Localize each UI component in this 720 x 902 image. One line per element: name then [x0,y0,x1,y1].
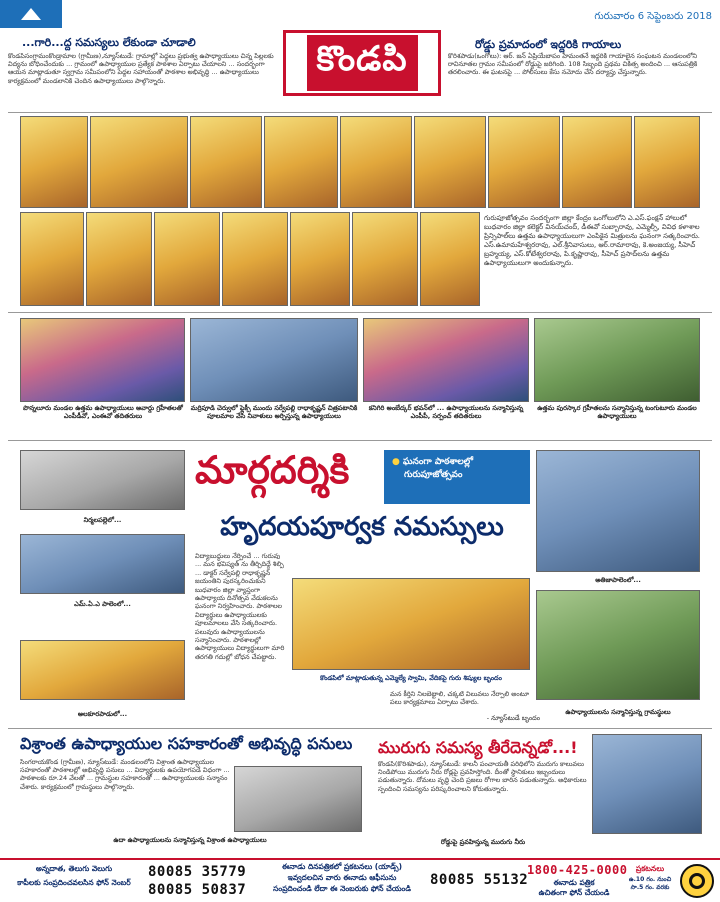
feature-body: విద్యాబుద్ధులు నేర్పించే ... గురువు ... మన భవిష్యత్ ను తీర్చిదిద్దే శిల్పి ... డాక్టర్ సర్వేపల్లి రాధాకృష్ణన్ జయంతిని పురస్కరించుకుని బుధవారం జిల్లా వ్యాప్తంగా ఉపాధ్యాయ దినోత్సవ వేడుకలను ఘనంగా నిర్వహించారు. పాఠశాలల విద్యార్థులు ఉపాధ్యాయులకు పూలమాలలు వేసి సత్కరించారు. పలువురు ఉపాధ్యాయులను సన్మానించారు. పాఠశాలల్లో ఉపాధ్యాయులు విద్యార్థులుగా మారి తరగతి గదుల్లో బోధన చేపట్టారు. [195,552,285,661]
masthead [283,30,441,96]
award-photo [414,116,486,208]
top-right-headline: రోడ్డు ప్రమాదంలో ఇద్దరికి గాయాలు [475,38,622,51]
footer-phone-3[interactable]: 80085 55132 [430,872,529,888]
scroll-up-button[interactable] [0,0,62,28]
award-photo [562,116,632,208]
school-photo [20,534,185,594]
footer-phone-2[interactable]: 80085 50837 [148,882,247,898]
event-photo [190,318,358,402]
award-photo [154,212,220,306]
award-photo [488,116,560,208]
drain-photo [592,734,702,834]
feature-subtitle: హృదయపూర్వక నమస్సులు [220,512,504,542]
feature-title: మార్గదర్శికి [195,448,350,492]
bottom-left-body: సింగరాయకొండ (గ్రామీణ), న్యూస్‌టుడే: మండలంలోని విశ్రాంత ఉపాధ్యాయుల సహకారంతో పాఠశాలల్లో అభివృద్ధి పనులు ... విద్యార్థులకు ఉపయోగపడే విధంగా ... పాఠశాలకు రూ.24 వేలతో ... గ్రామస్థుల సహకారంతో ... ఉపాధ్యాయులకు సన్మానం చేశారు. కార్యక్రమంలో గ్రామస్థులు పాల్గొన్నారు. [20,758,230,791]
side-box-line1: ఘనంగా పాఠశాలల్లో [403,457,474,467]
top-left-body: కొండపిసంగ్రామంకొండ్రామాల (గ్రామీణ),న్యూస్‌టుడే: గ్రామాల్లో పెద్దలు ప్రభుత్వ ఉపాధ్యాయులు చిన్న పిల్లలకు విద్యను బోధించేందుకు ... గ్రామంలో ఉపాధ్యాయుల ప్రత్యేక పాఠశాల ఏర్పాటు చేయాలని ... సందర్భంగా ఆయన మాట్లాడుతూ స్వగ్రామ సమీపంలోని పెద్దల సహాయంతో పాఠశాల అభివృద్ధి ... ఉపాధ్యాయులు కార్యక్రమంలో మండలానికి చెందిన ఉపాధ్యాయులు పాల్గొన్నారు. [8,52,274,85]
school-caption: నిర్మలపల్లెలో... [83,516,122,524]
footer-mid-line2: ఇవ్వదలచిన వారు ఈనాడు ఆఫీసును [287,873,397,882]
bottom-right-body: కొండపి(కొరిశపాడు), న్యూస్‌టుడే: కాలనీ పంచాయతీ పరిధిలోని మురుగు కాలువలు నిండిపోయి మురుగు నీరు రోడ్లపై ప్రవహిస్తోంది. దీంతో స్థానికులు ఇబ్బందులు పడుతున్నారు. దోమలు వృద్ధి చెంది ప్రజలు రోగాల బారిన పడుతున్నారు. అధికారులు స్పందించి సమస్యను పరిష్కరించాలని కోరుతున్నారు. [378,760,587,793]
divider-mid [8,312,712,313]
feature-side-box [384,450,530,504]
school-photo [20,450,185,510]
village-photo [536,450,700,572]
divider-top [8,112,712,113]
school-caption: ఎమ్.ఏ.ఎ పాలెంలో... [74,600,131,608]
side-box-line2: గురుపూజోత్సవం [404,470,463,480]
award-photo [352,212,418,306]
masthead-title: కొండపి [307,35,418,91]
award-photo [90,116,188,208]
award-photo [340,116,412,208]
retired-teachers-photo [234,766,362,832]
feature-closing: మన కీర్తిని నిలబెట్టాలి, చక్కటి విలువలు నేర్పాలి అంటూ పలు కార్యక్రమాలు ఏర్పాటు చేశారు. [390,690,530,707]
school-photo [20,640,185,700]
divider-bottom [8,728,712,729]
award-photo [290,212,350,306]
award-photo [222,212,288,306]
footer-mid-line3: సంప్రదించండి లేదా ఈ నెంబరుకు ఫోన్ చేయండి [273,884,411,893]
award-photo [634,116,700,208]
award-photo [20,116,88,208]
bottom-right-headline: మురుగు సమస్య తీరేదెన్నడో...! [378,738,578,757]
top-left-headline: ...గారి...ద్ద సమస్యలు లేకుండా చూడాలి [22,36,196,49]
award-photo [20,212,84,306]
event-photo [20,318,185,402]
award-photo [190,116,262,208]
award-photo [420,212,480,306]
village-caption: ఉపాధ్యాయులను సన్మానిస్తున్న గ్రామస్థులు [565,708,671,716]
footer-toll-line2: ఉచితంగా ఫోన్ చేయండి [538,888,610,897]
footer-left-line2: కాపీలకు సంప్రదించవలసిన ఫోన్ నెంబర్ [17,878,131,887]
footer-right-label: ప్రకటనలు [635,864,665,873]
bottom-left-headline: విశ్రాంత ఉపాధ్యాయుల సహకారంతో అభివృద్ధి పనులు [20,734,353,753]
footer-right-time: ఉ.10 గం. నుంచి సా.5 గం. వరకు [628,876,672,891]
stage-caption: కొండపిలో మాట్లాడుతున్న ఎమ్మెల్యే స్వామి, వేదికపై గురు శిష్యుల బృందం [320,674,502,682]
footer-left-line1: అన్నదాత, తెలుగు వెలుగు [35,864,113,873]
footer-mid-line1: ఈనాడు దినపత్రికలో ప్రకటనలు (యాడ్స్) [281,862,403,871]
village-caption: అతిజాపాలెంలో... [595,576,641,584]
date-line: గురువారం 6 సెప్టెంబరు 2018 [594,11,712,22]
bullet-icon: ● [392,457,400,467]
event-caption: ఉత్తమ పురస్కార గ్రహీతలను సన్మానిస్తున్న టంగుటూరు మండల ఉపాధ్యాయులు [537,404,697,420]
circle-logo-icon [680,864,714,898]
village-photo [536,590,700,700]
bottom-right-caption: రోడ్డుపై ప్రవహిస్తున్న మురుగు నీరు [440,838,526,846]
top-right-body: కొరిశపాడు(ఒంగోలు): ఆర్. జన్ ఏప్రియేబాపం హేమంతనే ఇద్దరికి గాయాలైన సంఘటన మండలంలోని రావినూతల గ్రామం సమీపంలో రోడ్డుపై జరిగింది. 108 సిబ్బంది ప్రథమ చికిత్స అందించి ... ఆసుపత్రికి తరలించారు. ఈ ఘటనపై ... పోలీసులు కేసు నమోదు చేసి దర్యాప్తు చేస్తున్నారు. [448,52,698,77]
bottom-left-caption: ఉదా ఉపాధ్యాయులను సన్మానిస్తున్న విశ్రాంత ఉపాధ్యాయులు [113,836,267,844]
mid-right-body: గురుపూజోత్సవం సందర్భంగా జిల్లా కేంద్రం ఒంగోలులోని ఎ.ఎస్.ఫంక్షన్ హాలులో బుధవారం జిల్లా కలెక్టర్ వినయ్‌చంద్, డీఈవో సుబ్బారావు, ఎమ్మెల్సీ, వివిధ కళాశాల ప్రిన్సిపాల్‌లు ఉత్తమ ఉపాధ్యాయులుగా ఎంపికైన మిత్రులను ఘనంగా సత్కరించారు. ఎస్.ఉమామహేశ్వరరావు, ఎల్.శ్రీనివాసులు, ఆర్.రామారావు, కె.అంజయ్య, సీహెచ్ బ్రహ్మయ్య, ఎస్.కోటేశ్వరరావు, పి.కృష్ణారావు, సీహెచ్ ప్రసాద్‌లను ఉత్తమ ఉపాధ్యాయులుగా అందుకున్నారు. [484,214,700,267]
stage-photo [292,578,530,670]
event-photo [534,318,700,402]
footer [0,858,720,902]
feature-author: - న్యూస్‌టుడే బృందం [486,714,540,722]
event-caption: కనిగిరి అంబేద్కర్ భవన్‌లో ... ఉపాధ్యాయులను సన్మానిస్తున్న ఎంపీపీ, సర్పంచ్ తదితరులు [368,404,524,420]
school-caption: అలకూరపాడులో... [77,710,128,718]
award-photo [86,212,152,306]
up-arrow-icon [21,8,41,20]
event-caption: మర్రిపూడి చెర్వులో ఫ్లెక్సీ ముందు సర్వేపల్లి రాధాకృష్ణన్ చిత్రపటానికి పూలమాల వేసి నివాళులు అర్పిస్తున్న ఉపాధ్యాయులు [190,404,358,420]
event-caption: పొన్నలూరు మండల ఉత్తమ ఉపాధ్యాయులు అవార్డు గ్రహీతలతో ఎంపీడీవో, ఎంఈవో తదితరులు [23,404,183,420]
footer-phone-1[interactable]: 80085 35779 [148,864,247,880]
divider-feature [8,440,712,441]
award-photo [264,116,338,208]
event-photo [363,318,529,402]
footer-toll-line1: ఈనాడు పత్రిక [553,878,595,887]
footer-toll-free[interactable]: 1800-425-0000 [527,863,628,877]
